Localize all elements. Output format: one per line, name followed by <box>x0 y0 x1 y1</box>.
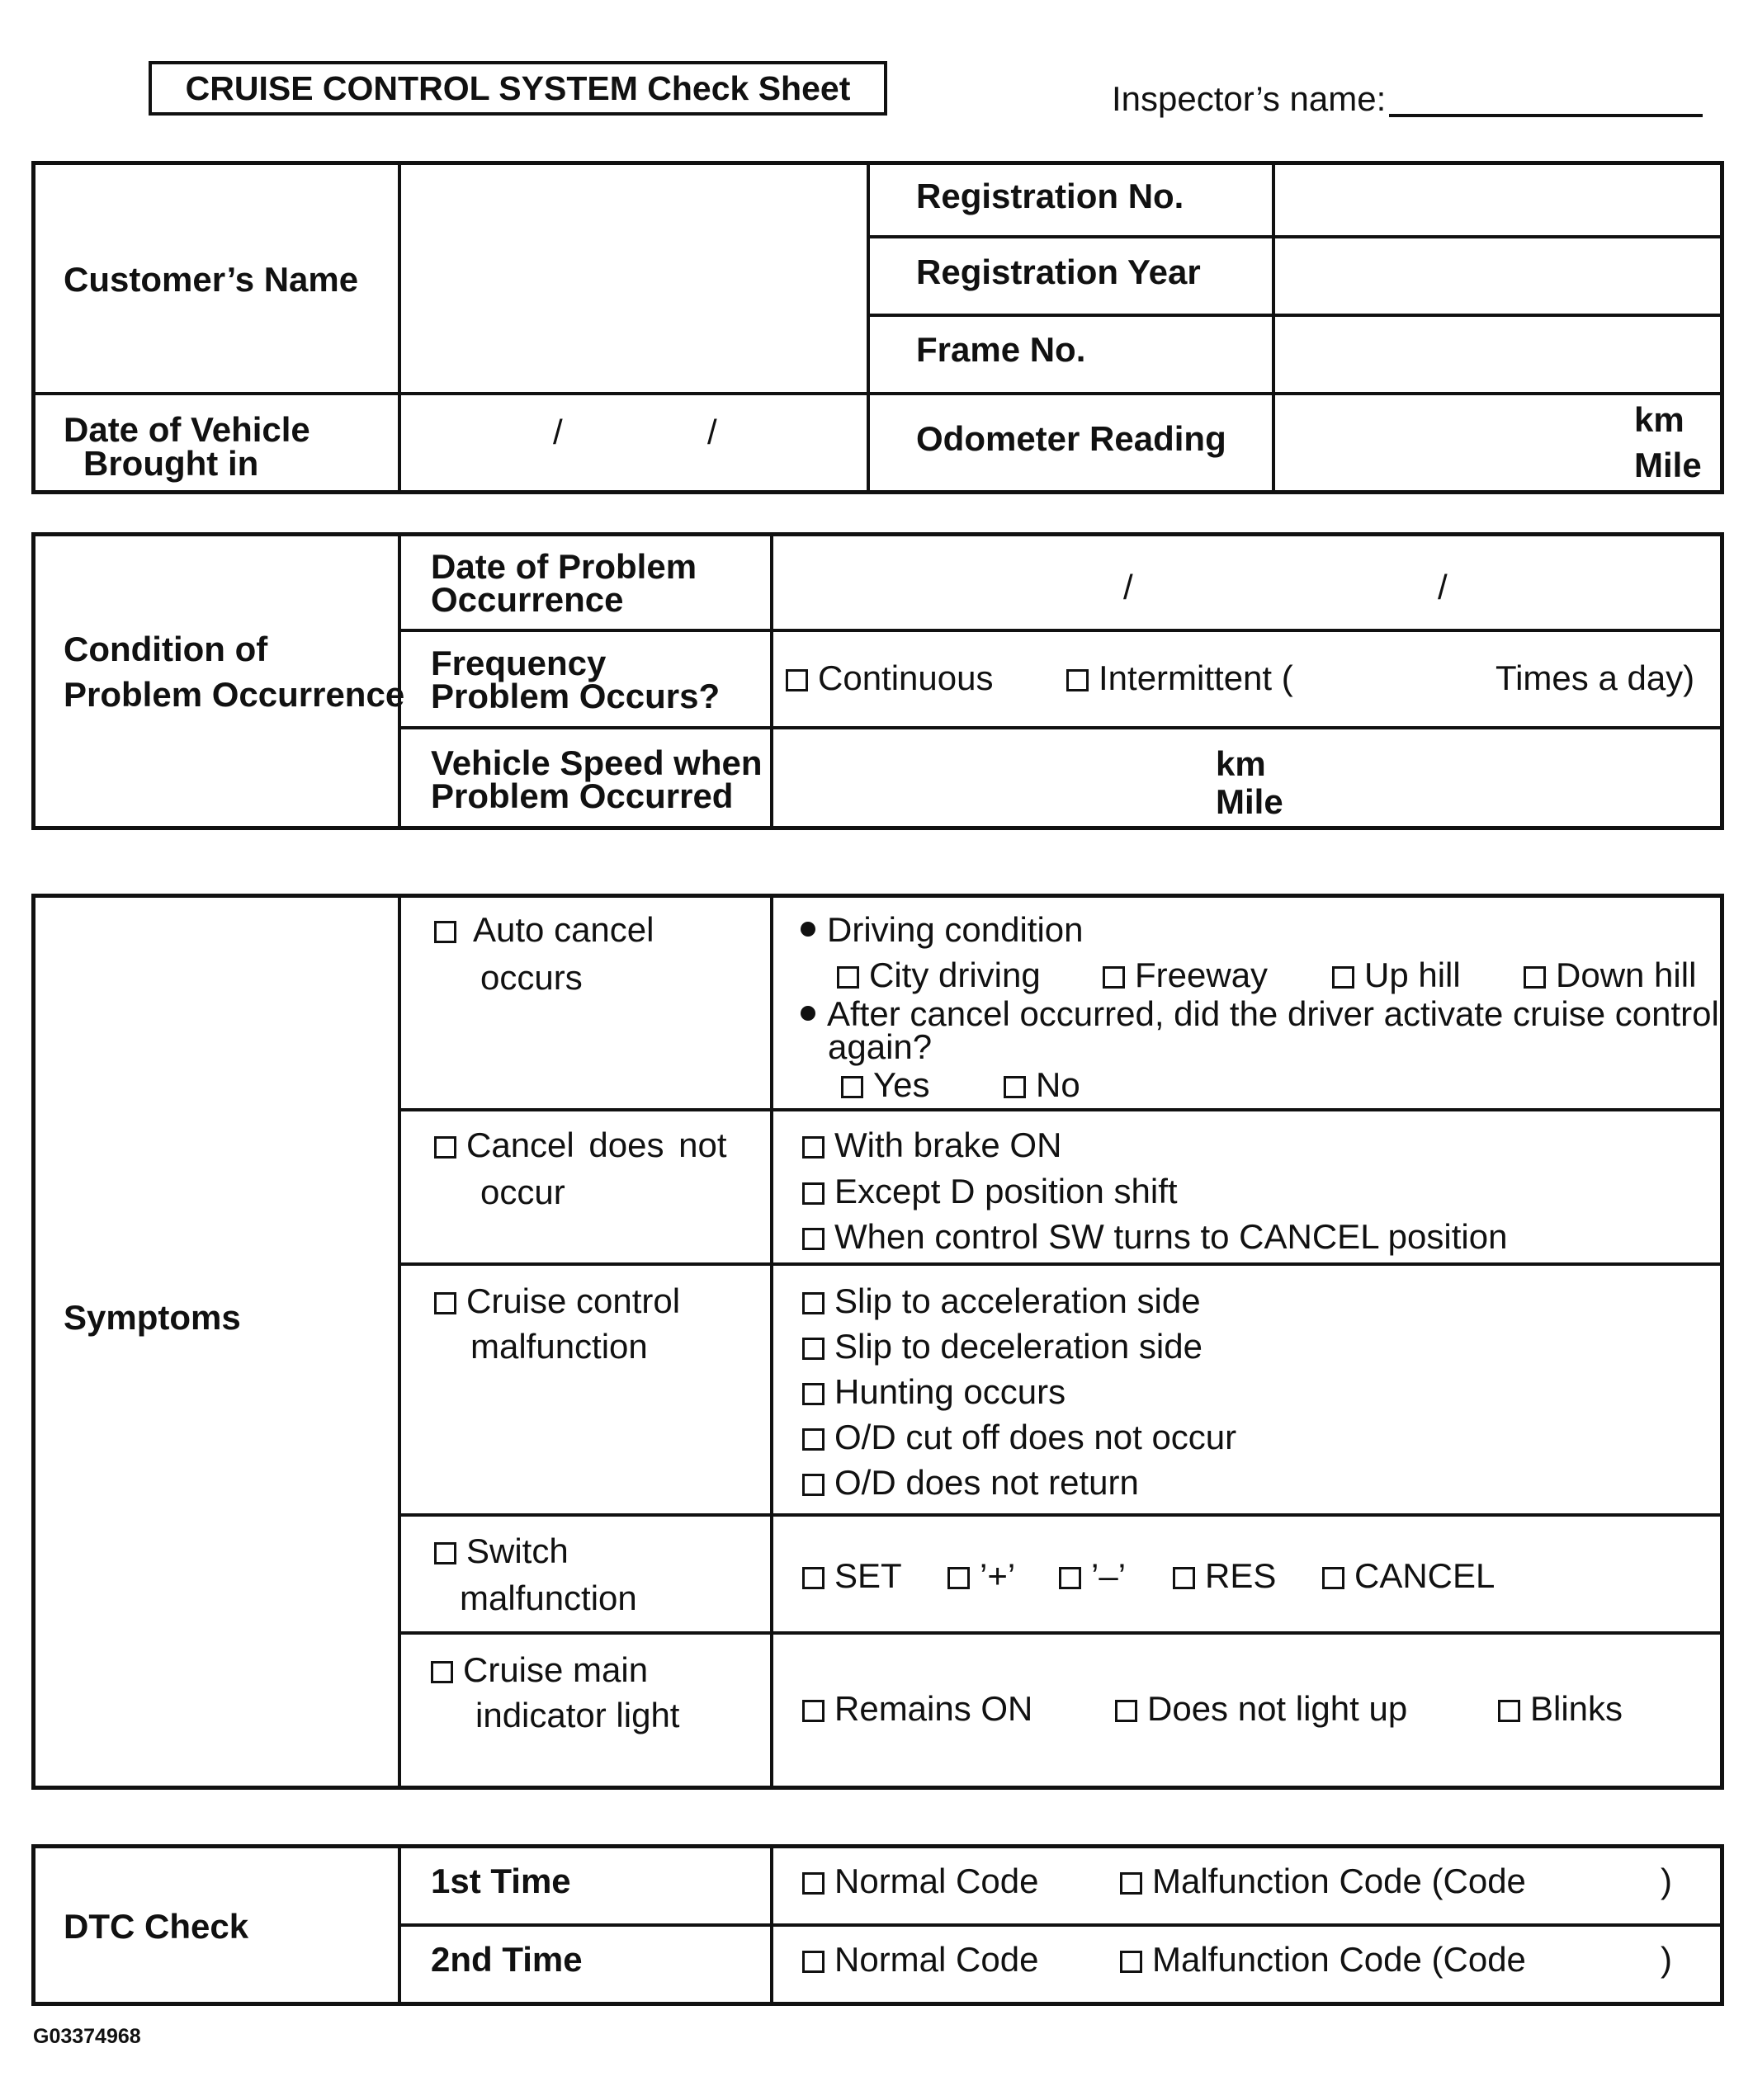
date-brought-in-separator: / <box>707 413 717 451</box>
checkbox[interactable] <box>947 1567 970 1589</box>
vehicle-speed-label-line1: Vehicle Speed when <box>431 743 763 782</box>
indicator-blinks-option[interactable] <box>1498 1689 1623 1729</box>
option-label: No <box>1036 1065 1080 1104</box>
checkbox[interactable] <box>1103 966 1125 989</box>
bullet-icon <box>801 922 815 937</box>
malfunction-item-option[interactable] <box>802 1281 1201 1321</box>
question-text: After cancel occurred, did the driver activate cruise control <box>827 994 1719 1033</box>
checkbox[interactable] <box>1066 669 1089 691</box>
checkbox[interactable] <box>837 966 859 989</box>
checkbox[interactable] <box>1120 1951 1142 1973</box>
registration-no-label: Registration No. <box>916 177 1184 215</box>
malfunction-item-option[interactable] <box>802 1463 1139 1503</box>
switch-cancel-option[interactable] <box>1322 1556 1495 1596</box>
odometer-unit-km: km <box>1634 400 1684 439</box>
problem-date-label-line1: Date of Problem <box>431 547 697 586</box>
problem-date-separator: / <box>1123 568 1133 606</box>
switch-set-option[interactable] <box>802 1556 902 1596</box>
checkbox[interactable] <box>802 1228 825 1250</box>
cancel-item-option[interactable] <box>802 1126 1061 1165</box>
checkbox[interactable] <box>802 1338 825 1360</box>
checkbox[interactable] <box>1120 1872 1142 1895</box>
malfunction-item-option[interactable] <box>802 1418 1236 1457</box>
option-label: O/D does not return <box>834 1463 1139 1502</box>
reactivate-yes-option[interactable] <box>841 1065 930 1105</box>
downhill-option[interactable] <box>1524 956 1696 995</box>
option-label: Except D position shift <box>834 1172 1178 1210</box>
cancel-not-occur-option[interactable] <box>434 1126 727 1165</box>
inspector-name-field[interactable] <box>1389 114 1703 117</box>
option-label: RES <box>1205 1556 1277 1595</box>
cancel-item-option[interactable] <box>802 1217 1507 1257</box>
option-label: SET <box>834 1556 902 1595</box>
checkbox[interactable] <box>802 1700 825 1722</box>
figure-code: G03374968 <box>33 2025 141 2048</box>
indicator-light-label-line2: indicator light <box>475 1696 680 1734</box>
option-label: Auto cancel <box>473 910 654 949</box>
reactivate-question <box>801 994 1719 1034</box>
condition-section-label-line1: Condition of <box>64 630 268 668</box>
option-label: Slip to deceleration side <box>834 1327 1203 1366</box>
dtc-check-label: DTC Check <box>64 1907 249 1946</box>
checkbox[interactable] <box>802 1474 825 1496</box>
checkbox[interactable] <box>434 1136 456 1159</box>
option-label: ’–’ <box>1091 1556 1127 1595</box>
option-label: Continuous <box>818 658 994 697</box>
speed-unit-mile: Mile <box>1216 782 1283 821</box>
registration-year-label: Registration Year <box>916 252 1201 291</box>
auto-cancel-option[interactable] <box>434 910 654 950</box>
dtc-first-malfunction-option[interactable] <box>1120 1862 1526 1901</box>
malfunction-item-option[interactable] <box>802 1372 1066 1412</box>
switch-plus-option[interactable] <box>947 1556 1015 1596</box>
dtc-second-close-paren: ) <box>1661 1940 1672 1979</box>
checkbox[interactable] <box>434 921 456 943</box>
indicator-remains-on-option[interactable] <box>802 1689 1032 1729</box>
customer-name-label: Customer’s Name <box>64 260 359 299</box>
option-label: Hunting occurs <box>834 1372 1066 1411</box>
option-label: Malfunction Code (Code <box>1152 1862 1526 1900</box>
checkbox[interactable] <box>802 1182 825 1205</box>
checkbox[interactable] <box>802 1292 825 1314</box>
option-label: Blinks <box>1530 1689 1623 1728</box>
checkbox[interactable] <box>786 669 808 691</box>
checkbox[interactable] <box>1498 1700 1520 1722</box>
frequency-continuous-option[interactable] <box>786 658 993 698</box>
indicator-light-option[interactable] <box>431 1650 648 1690</box>
checkbox[interactable] <box>1004 1076 1026 1098</box>
option-label: Cancel does not <box>466 1126 727 1164</box>
frequency-label-line1: Frequency <box>431 644 607 682</box>
dtc-first-normal-option[interactable] <box>802 1862 1038 1901</box>
checkbox[interactable] <box>802 1951 825 1973</box>
option-label: Up hill <box>1364 956 1461 994</box>
option-label: Yes <box>873 1065 930 1104</box>
bullet-icon <box>801 1006 815 1021</box>
switch-malfunction-option[interactable] <box>434 1531 569 1571</box>
checkbox[interactable] <box>802 1428 825 1451</box>
vehicle-speed-label-line2: Problem Occurred <box>431 776 734 815</box>
checkbox[interactable] <box>1115 1700 1137 1722</box>
symptoms-section-label: Symptoms <box>64 1298 241 1337</box>
option-label: Normal Code <box>834 1940 1039 1979</box>
option-label: With brake ON <box>834 1126 1062 1164</box>
checkbox[interactable] <box>1322 1567 1344 1589</box>
cancel-not-occur-label-line2: occur <box>480 1173 565 1211</box>
odometer-unit-mile: Mile <box>1634 446 1702 484</box>
option-label: Remains ON <box>834 1689 1033 1728</box>
option-label: Cruise control <box>466 1281 681 1320</box>
checkbox[interactable] <box>841 1076 863 1098</box>
option-label: Normal Code <box>834 1862 1039 1900</box>
option-label: When control SW turns to CANCEL position <box>834 1217 1508 1256</box>
switch-res-option[interactable] <box>1173 1556 1276 1596</box>
indicator-not-light-option[interactable] <box>1115 1689 1407 1729</box>
frame-no-label: Frame No. <box>916 330 1086 369</box>
malfunction-item-option[interactable] <box>802 1327 1203 1366</box>
checkbox[interactable] <box>434 1292 456 1314</box>
inspector-name-label: Inspector’s name: <box>1112 79 1387 118</box>
checkbox[interactable] <box>434 1542 456 1564</box>
registration-no-field[interactable] <box>1279 165 1718 231</box>
driving-condition-heading <box>801 910 1084 950</box>
times-a-day-label: Times a day) <box>1495 658 1695 697</box>
dtc-second-normal-option[interactable] <box>802 1940 1038 1980</box>
date-brought-in-label-line1: Date of Vehicle <box>64 410 310 449</box>
checkbox[interactable] <box>1059 1567 1081 1589</box>
odometer-reading-label: Odometer Reading <box>916 419 1226 458</box>
registration-year-field[interactable] <box>1279 241 1718 310</box>
date-brought-in-separator: / <box>553 413 563 451</box>
frequency-label-line2: Problem Occurs? <box>431 677 721 715</box>
freeway-option[interactable] <box>1103 956 1268 995</box>
auto-cancel-label-line2: occurs <box>480 958 583 997</box>
dtc-second-malfunction-option[interactable] <box>1120 1940 1526 1980</box>
cruise-malfunction-label-line2: malfunction <box>470 1327 648 1366</box>
reactivate-question-line2: again? <box>828 1027 933 1066</box>
option-label: Freeway <box>1135 956 1269 994</box>
sheet-title: CRUISE CONTROL SYSTEM Check Sheet <box>149 61 887 116</box>
problem-date-label-line2: Occurrence <box>431 580 624 619</box>
cancel-item-option[interactable] <box>802 1172 1178 1211</box>
heading-text: Driving condition <box>827 910 1084 949</box>
checkbox[interactable] <box>802 1383 825 1405</box>
checkbox[interactable] <box>802 1567 825 1589</box>
checkbox[interactable] <box>802 1872 825 1895</box>
checkbox[interactable] <box>1173 1567 1195 1589</box>
option-label: O/D cut off does not occur <box>834 1418 1237 1456</box>
dtc-first-close-paren: ) <box>1661 1862 1672 1900</box>
speed-unit-km: km <box>1216 744 1266 783</box>
option-label: Intermittent ( <box>1099 658 1293 697</box>
switch-malfunction-label-line2: malfunction <box>460 1579 637 1617</box>
uphill-option[interactable] <box>1332 956 1461 995</box>
checkbox[interactable] <box>1332 966 1354 989</box>
checkbox[interactable] <box>802 1136 825 1159</box>
option-label: Down hill <box>1556 956 1697 994</box>
date-brought-in-label-line2: Brought in <box>83 444 259 483</box>
dtc-first-time-label: 1st Time <box>431 1862 571 1900</box>
checkbox[interactable] <box>1524 966 1546 989</box>
option-label: Slip to acceleration side <box>834 1281 1201 1320</box>
option-label: CANCEL <box>1354 1556 1495 1595</box>
option-label: ’+’ <box>980 1556 1016 1595</box>
reactivate-no-option[interactable] <box>1004 1065 1080 1105</box>
option-label: Switch <box>466 1531 569 1570</box>
condition-section-label-line2: Problem Occurrence <box>64 675 405 714</box>
cruise-malfunction-option[interactable] <box>434 1281 680 1321</box>
city-driving-option[interactable] <box>837 956 1041 995</box>
problem-date-separator: / <box>1438 568 1448 606</box>
switch-minus-option[interactable] <box>1059 1556 1126 1596</box>
option-label: City driving <box>869 956 1041 994</box>
option-label: Cruise main <box>463 1650 649 1689</box>
option-label: Malfunction Code (Code <box>1152 1940 1526 1979</box>
option-label: Does not light up <box>1147 1689 1408 1728</box>
dtc-second-time-label: 2nd Time <box>431 1940 583 1979</box>
frame-no-field[interactable] <box>1279 319 1718 388</box>
checkbox[interactable] <box>431 1661 453 1683</box>
frequency-intermittent-option[interactable] <box>1066 658 1293 698</box>
customer-name-field[interactable] <box>404 165 860 388</box>
